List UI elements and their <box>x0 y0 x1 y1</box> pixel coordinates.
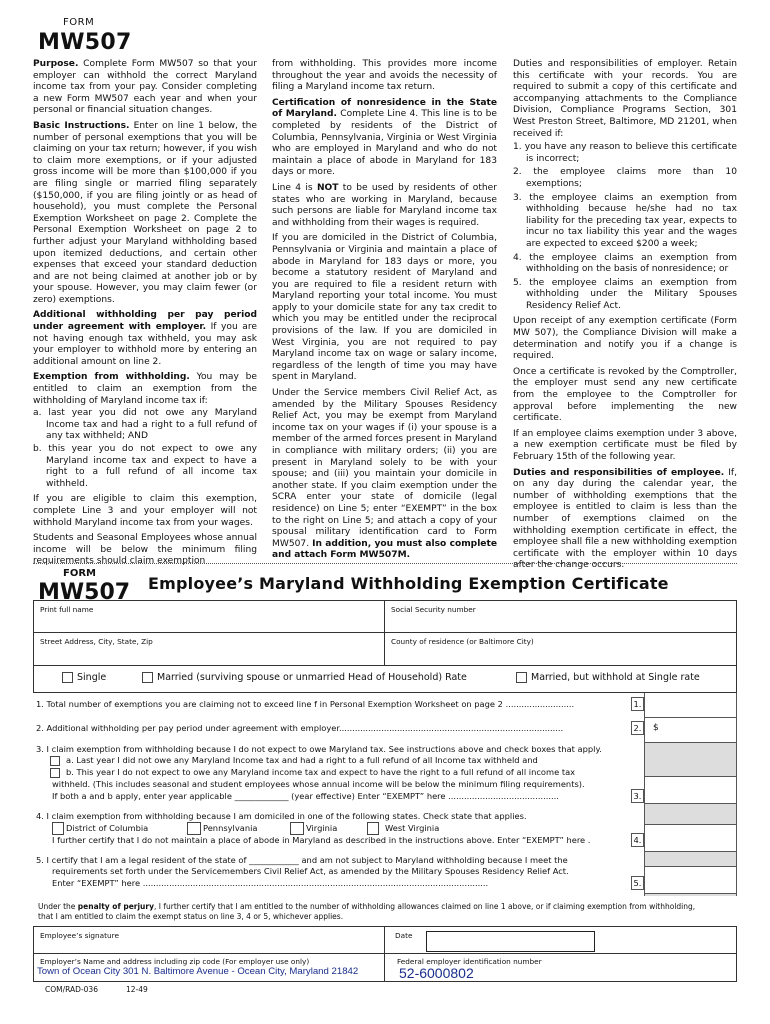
duty-item: 2. the employee claims more than 10 exemptions; <box>513 167 737 189</box>
address-label: Street Address, City, State, Zip <box>40 637 153 646</box>
additional-text: If you are not having enough tax withheld, you may ask your employer to withhold more by entering an additional amount on line 2. <box>33 322 257 367</box>
line3-a[interactable] <box>50 755 538 766</box>
state-dc-label: District of Columbia <box>66 823 149 833</box>
county-label: County of residence (or Baltimore City) <box>391 637 534 646</box>
line2-text: 2. Additional withholding per pay period under agreement with employer..................................................................................... <box>36 723 564 733</box>
duty-item: 3. the employee claims an exemption from withholding because he/she had no tax liability for the preceding tax year, expects to incur no tax liability this year and the wages are expected to exceed $200 a week; <box>513 192 737 249</box>
state-wv-label: West Virginia <box>385 823 440 833</box>
line3a-text: a. Last year I did not owe any Maryland Income tax and had a right to a full refund of all Income tax withheld and <box>66 755 538 765</box>
print-name-field[interactable] <box>33 600 385 633</box>
married-single-checkbox[interactable] <box>516 672 527 683</box>
signature-field[interactable] <box>33 926 385 954</box>
instructions-column-2 <box>272 59 497 566</box>
line3-b[interactable] <box>50 767 575 778</box>
exemption-text: You may be entitled to claim an exemption from the withholding of Maryland income tax if: <box>33 372 257 406</box>
certificate-form-number: MW507 <box>38 580 131 605</box>
employee-duties-text: If, on any day during the calendar year, the number of withholding exemptions that the employee is entitled to claim is less than the number of exemptions claimed on the withholding exemption certificate in effect, the employee shall file a new withholding exemption certificate with the employer within 10 days after the change occurs. <box>513 467 737 571</box>
exemption-item-b: b. this year you do not expect to owe any Maryland income tax and expect to have a right to a full refund of all income tax withheld. <box>33 444 257 489</box>
state-wv[interactable] <box>367 822 439 835</box>
duty-item: 5. the employee claims an exemption from withholding under the Military Spouses Residency Relief Act. <box>513 277 737 311</box>
line4-paragraph <box>272 183 497 229</box>
withholding-paragraph: from withholding. This provides more income throughout the year and avoids the necessity of filing a Maryland income tax return. <box>272 59 497 93</box>
ein-field[interactable] <box>384 953 737 982</box>
line4-not: NOT <box>316 182 339 193</box>
certification-heading: Certification of nonresidence in the State of Maryland. <box>272 97 497 120</box>
employer-field[interactable] <box>33 953 385 982</box>
employer-label: Employer’s Name and address including zip code (For employer use only) <box>40 957 310 966</box>
eligible-paragraph: If you are eligible to claim this exemption, complete Line 3 and your employer will not withhold Maryland income tax from your wages. <box>33 494 257 528</box>
pa-checkbox[interactable] <box>187 822 201 835</box>
line1-text: 1. Total number of exemptions you are claiming not to exceed line f in Personal Exemption Worksheet on page 2 .......................... <box>36 699 575 709</box>
ein-label: Federal employer identification number <box>397 957 542 966</box>
employer-value: Town of Ocean City 301 N. Baltimore Avenue - Ocean City, Maryland 21842 <box>37 966 359 977</box>
line5-text: 5. I certify that I am a legal resident of the state of ____________ and am not subject to Maryland withholding because I meet the <box>36 855 568 865</box>
line3a-checkbox[interactable] <box>50 756 60 766</box>
basic-paragraph <box>33 121 257 307</box>
additional-paragraph <box>33 310 257 368</box>
service-paragraph <box>272 388 497 562</box>
line2-dollar: $ <box>653 723 659 733</box>
line2-entry[interactable] <box>645 718 736 741</box>
claims3-paragraph: If an employee claims exemption under 3 above, a new exemption certificate must be filed by February 15th of the following year. <box>513 428 737 462</box>
ssn-field[interactable] <box>384 600 737 633</box>
single-checkbox[interactable] <box>62 672 73 683</box>
domiciled-paragraph: If you are domiciled in the District of Columbia, Pennsylvania or Virginia and maintain a place of abode in Maryland for 183 days or more, you become a statutory resident of Maryland and you are required to file a resident return with Maryland reporting your total income. You must apply to your domicile state for any tax credit to which you may be entitled under the reciprocal provisions of the law. If you are domiciled in West Virginia, you are not required to pay Maryland income tax on wage or salary income, regardless of the length of time you may have spent in Maryland. <box>272 233 497 383</box>
married-checkbox[interactable] <box>142 672 153 683</box>
ssn-label: Social Security number <box>391 605 476 614</box>
state-va-label: Virginia <box>306 823 338 833</box>
status-married-single[interactable] <box>516 672 700 683</box>
certificate-form-label: FORM <box>63 568 96 579</box>
perjury-text-c: that I am entitled to claim the exempt status on line 3, 4 or 5, whichever applies. <box>38 912 344 921</box>
county-field[interactable] <box>384 632 737 666</box>
date-label: Date <box>395 931 413 940</box>
instructions-column-3 <box>513 59 737 576</box>
status-single[interactable] <box>62 672 106 683</box>
line3-d: If both a and b apply, enter year applicable _____________ (year effective) Enter “EXEMPT” here .......................................... <box>52 791 559 801</box>
line5-entry-box[interactable] <box>644 866 737 894</box>
footer-code: COM/RAD-036 <box>45 985 98 994</box>
duty-item: 4. the employee claims an exemption from withholding on the basis of nonresidence; or <box>513 252 737 275</box>
revoked-paragraph: Once a certificate is revoked by the Comptroller, the employer must send any new certificate from the employee to the Comptroller for approval before implementing the new certificate. <box>513 366 737 424</box>
form-label: FORM <box>63 17 95 28</box>
perjury-text-a: Under the <box>38 902 78 911</box>
exemption-heading: Exemption from withholding. <box>33 372 190 383</box>
line4-text: 4. I claim exemption from withholding because I am domiciled in one of the following states. Check state that applies. <box>36 811 527 821</box>
cut-line <box>33 563 737 564</box>
state-pa[interactable] <box>187 822 258 835</box>
line3-entry-box[interactable] <box>644 776 737 804</box>
print-name-label: Print full name <box>40 605 94 614</box>
perjury-bold: penalty of perjury <box>77 902 154 911</box>
line3b-checkbox[interactable] <box>50 768 60 778</box>
line5-c: Enter “EXEMPT” here ................................................................................................................................... <box>52 878 489 888</box>
line3b-text: b. This year I do not expect to owe any Maryland income tax and expect to have the right to a full refund of all income tax <box>66 767 576 777</box>
basic-text: Enter on line 1 below, the number of personal exemptions that you will be claiming on your tax return; however, if you wish to claim more exemptions, or if your adjusted gross income will be more than $100,000 if you are filing single or married filing separately ($150,000, if you are filing jointly or as head of household), you must complete the Personal Exemption Worksheet on page 2. Complete the Personal Exemption Worksheet on page 2 to further adjust your Maryland withholding based upon itemized deductions, and certain other expenses that exceed your standard deduction and are not being claimed at another job or by your spouse. However, you may claim fewer (or zero) exemptions. <box>33 120 257 305</box>
exemption-item-a: a. last year you did not owe any Maryland Income tax and had a right to a full refund of any tax withheld; AND <box>33 408 257 442</box>
date-input-box[interactable] <box>426 931 595 952</box>
line1-number: 1. <box>631 697 644 711</box>
service-bold: In addition, you must also complete and attach Form MW507M. <box>272 538 497 561</box>
line4-number: 4. <box>631 833 644 847</box>
certification-paragraph <box>272 98 497 179</box>
state-pa-label: Pennsylvania <box>203 823 258 833</box>
instructions-column-1 <box>33 59 257 572</box>
status-single-label: Single <box>77 672 107 683</box>
line5-number: 5. <box>631 876 644 890</box>
line3-text: 3. I claim exemption from withholding because I do not expect to owe Maryland tax. See instructions above and check boxes that apply. <box>36 744 602 754</box>
line1-entry[interactable] <box>645 694 736 716</box>
line4-b: I further certify that I do not maintain a place of abode in Maryland as described in the instructions above. Enter “EXEMPT” here . <box>52 835 591 845</box>
duty-item: 1. you have any reason to believe this certificate is incorrect; <box>513 142 737 164</box>
employer-duties-paragraph: Duties and responsibilities of employer. Retain this certificate with your records. You are required to submit a copy of this certificate and accompanying attachments to the Compliance Division, Compliance Programs Section, 301 West Preston Street, Baltimore, MD 21201, when received if: <box>513 59 737 139</box>
state-va[interactable] <box>290 822 337 835</box>
state-dc[interactable] <box>52 822 148 835</box>
dc-checkbox[interactable] <box>52 822 64 835</box>
exemption-paragraph <box>33 372 257 407</box>
upon-receipt-paragraph: Upon receipt of any exemption certificate (Form MW 507), the Compliance Division will make a determination and notify you if a change is required. <box>513 316 737 362</box>
line4-text-a: Line 4 is <box>272 182 317 193</box>
status-married[interactable] <box>142 672 467 683</box>
perjury-statement <box>38 902 695 922</box>
certification-text: Complete Line 4. This line is to be completed by residents of the District of Columbia, Pennsylvania, Virginia or West Virginia who are employed in Maryland and who do not maintain a place of abode in Maryland for 183 days or more. <box>272 109 497 178</box>
employee-duties-heading: Duties and responsibilities of employee. <box>513 467 725 478</box>
status-married-label: Married (surviving spouse or unmarried Head of Household) Rate <box>157 672 467 683</box>
basic-heading: Basic Instructions. <box>33 120 130 131</box>
line2-number: 2. <box>631 721 644 735</box>
line3-number: 3. <box>631 789 644 803</box>
perjury-text-b: , I further certify that I am entitled to the number of withholding allowances claimed on line 1 above, or if claiming exemption from withholding, <box>153 902 696 911</box>
ein-value: 52-6000802 <box>399 965 474 981</box>
status-married-single-label: Married, but withhold at Single rate <box>531 672 700 683</box>
form-number: MW507 <box>38 30 132 55</box>
service-text: Under the Service members Civil Relief Act, as amended by the Military Spouses Residency Relief Act, you may be exempt from Maryland income tax on your wages if (i) your spouse is a member of the armed forces present in Maryland in compliance with military orders; (ii) you are present in Maryland solely to be with your spouse; and (iii) you maintain your domicile in another state. If you claim exemption under the SCRA enter your state of domicile (legal residence) on Line 5; enter “EXEMPT” in the box to the right on Line 5; and attach a copy of your spousal military identification card to Form MW507. <box>272 388 497 549</box>
line4-text-b: to be used by residents of other states who are working in Maryland, because such persons are liable for Maryland income tax and withholding from their wages is required. <box>272 182 497 228</box>
line3-c: withheld. (This includes seasonal and student employees whose annual income will be below the minimum filing requirements). <box>52 779 585 789</box>
address-field[interactable] <box>33 632 385 666</box>
purpose-text: Complete Form MW507 so that your employer can withhold the correct Maryland income tax from your pay. Consider completing a new Form MW507 each year and when your personal or financial situation changes. <box>33 59 257 116</box>
line4-entry-box[interactable] <box>644 824 737 852</box>
additional-heading: Additional withholding per pay period under agreement with employer. <box>33 310 257 333</box>
purpose-heading: Purpose. <box>33 59 79 69</box>
va-checkbox[interactable] <box>290 822 304 835</box>
line5-b: requirements set forth under the Servicemembers Civil Relief Act, as amended by the Military Spouses Residency Relief Act. <box>52 866 569 876</box>
signature-label: Employee’s signature <box>40 931 119 940</box>
purpose-paragraph <box>33 59 257 117</box>
wv-checkbox[interactable] <box>367 822 379 835</box>
certificate-title: Employee’s Maryland Withholding Exemption Certificate <box>148 574 669 593</box>
students-paragraph: Students and Seasonal Employees whose annual income will be below the minimum filing requirements should claim exemption <box>33 533 257 567</box>
employee-duties-paragraph <box>513 468 737 572</box>
footer-date: 12-49 <box>126 985 148 994</box>
